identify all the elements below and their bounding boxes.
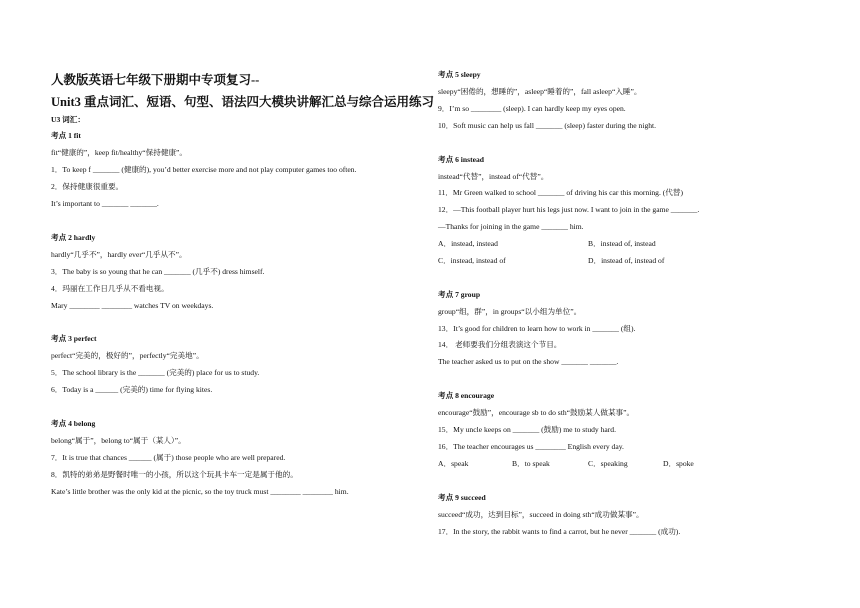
question-14-answer-line: The teacher asked us to put on the show _______ _______. xyxy=(438,357,619,366)
definition-belong: belong“属于”，belong to“属于（某人）”。 xyxy=(51,436,186,445)
definition-group: group“组，群”，in groups“以小组为单位”。 xyxy=(438,307,582,316)
definition-perfect: perfect“完美的，极好的”，perfectly“完美地”。 xyxy=(51,351,204,360)
option-c: C．speaking xyxy=(588,459,628,468)
document-title-line2: Unit3 重点词汇、短语、句型、语法四大模块讲解汇总与综合运用练习 xyxy=(51,95,434,109)
option-a: A．instead, instead xyxy=(438,239,498,248)
question-8-answer-line: Kate’s little brother was the only kid at the picnic, so the toy truck must ________ ________ him. xyxy=(51,487,349,496)
question-4: 4．玛丽在工作日几乎从不看电视。 xyxy=(51,284,169,293)
heading-succeed: 考点 9 succeed xyxy=(438,493,486,502)
question-12: 12．—This football player hurt his legs just now. I want to join in the game _______. xyxy=(438,205,700,214)
heading-belong: 考点 4 belong xyxy=(51,419,96,428)
question-14: 14． 老师要我们分组表演这个节目。 xyxy=(438,340,562,349)
question-10: 10．Soft music can help us fall _______ (sleep) faster during the night. xyxy=(438,121,657,130)
option-c: C．instead, instead of xyxy=(438,256,506,265)
definition-encourage: encourage“鼓励”，encourage sb to do sth“鼓励某人做某事”。 xyxy=(438,408,635,417)
question-11: 11．Mr Green walked to school _______ of driving his car this morning. (代替) xyxy=(438,188,683,197)
definition-fit: fit“健康的”，keep fit/healthy“保持健康”。 xyxy=(51,148,188,157)
definition-hardly: hardly“几乎不”，hardly ever“几乎从不”。 xyxy=(51,250,187,259)
heading-sleepy: 考点 5 sleepy xyxy=(438,70,481,79)
option-b: B．instead of, instead xyxy=(588,239,656,248)
heading-instead: 考点 6 instead xyxy=(438,155,484,164)
question-1: 1．To keep f _______ (健康的), you’d better exercise more and not play computer games too often. xyxy=(51,165,357,174)
question-7: 7．It is true that chances ______ (属于) those people who are well prepared. xyxy=(51,453,286,462)
heading-hardly: 考点 2 hardly xyxy=(51,233,96,242)
question-16: 16．The teacher encourages us ________ English every day. xyxy=(438,442,624,451)
definition-succeed: succeed“成功，达到目标”，succeed in doing sth“成功做某事”。 xyxy=(438,510,644,519)
question-2-answer-line: It’s important to _______ _______. xyxy=(51,199,159,208)
question-3: 3．The baby is so young that he can _______ (几乎不) dress himself. xyxy=(51,267,265,276)
heading-encourage: 考点 8 encourage xyxy=(438,391,495,400)
question-15: 15．My uncle keeps on _______ (鼓励) me to study hard. xyxy=(438,425,617,434)
question-13: 13．It’s good for children to learn how to work in _______ (组). xyxy=(438,324,636,333)
question-5: 5．The school library is the _______ (完美的) place for us to study. xyxy=(51,368,260,377)
heading-fit: 考点 1 fit xyxy=(51,131,81,140)
heading-group: 考点 7 group xyxy=(438,290,481,299)
option-a: A．speak xyxy=(438,459,469,468)
heading-perfect: 考点 3 perfect xyxy=(51,334,97,343)
definition-sleepy: sleepy“困倦的，想睡的”，asleep“睡着的”，fall asleep“入睡”。 xyxy=(438,87,642,96)
question-17: 17．In the story, the rabbit wants to find a carrot, but he never _______ (成功). xyxy=(438,527,681,536)
document-title-line1: 人教版英语七年级下册期中专项复习-- xyxy=(51,73,260,87)
option-d: D．instead of, instead of xyxy=(588,256,665,265)
question-9: 9．I’m so ________ (sleep). I can hardly keep my eyes open. xyxy=(438,104,626,113)
section-label: U3 词汇： xyxy=(51,115,85,124)
option-d: D．spoke xyxy=(663,459,694,468)
question-8: 8．凯特的弟弟是野餐时唯一的小孩，所以这个玩具卡车一定是属于他的。 xyxy=(51,470,298,479)
question-4-answer-line: Mary ________ ________ watches TV on weekdays. xyxy=(51,301,214,310)
option-b: B．to speak xyxy=(512,459,550,468)
question-6: 6．Today is a ______ (完美的) time for flying kites. xyxy=(51,385,213,394)
question-2: 2．保持健康很重要。 xyxy=(51,182,124,191)
question-12-reply: —Thanks for joining in the game _______ him. xyxy=(438,222,584,231)
definition-instead: instead“代替”，instead of“代替”。 xyxy=(438,172,549,181)
